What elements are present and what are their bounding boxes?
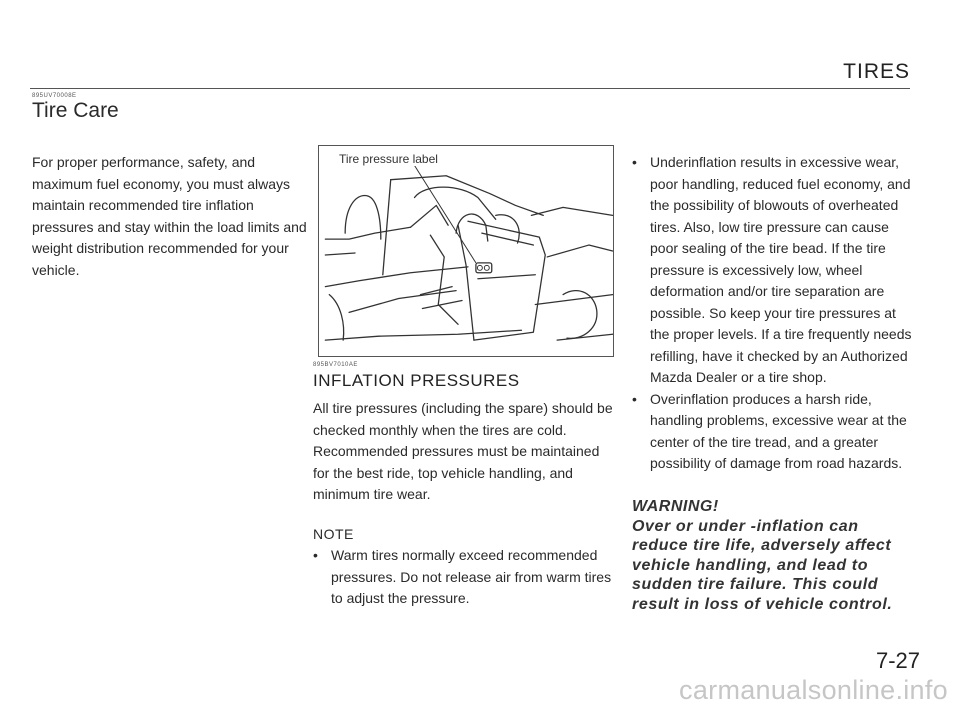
right-column [632,152,915,614]
inflation-paragraph: All tire pressures (including the spare) should be checked monthly when the tires are cold. Recommended pressures must be maintained for the best ride, top vehicle handling, and minimum tire wear. [313,400,613,502]
intro-paragraph: For proper performance, safety, and maximum fuel economy, you must always maintain recommended tire inflation pressures and stay within the load limits and weight distribution recommended for your vehicle. [32,154,307,278]
figure-code: 895BV7010AE [313,362,358,368]
note-list [313,545,619,610]
pressure-bullets [632,152,915,475]
note-title: NOTE [313,525,354,542]
warning-title: WARNING! [632,497,719,515]
car-door-illustration [319,146,613,356]
tire-pressure-figure [318,145,614,357]
inflation-column [313,360,619,610]
warning-text: Over or under -inflation can reduce tire life, adversely affect vehicle handling, and lead to sudden tire failure. This could result in loss of vehicle control. [632,517,893,613]
overinflation-bullet: • Overinflation produces a harsh ride, handling problems, excessive wear at the center of the tire tread, and a greater possibility of damage from road hazards. [632,389,915,475]
watermark: carmanualsonline.info [679,675,948,705]
note-item: • Warm tires normally exceed recommended pressures. Do not release air from warm tires to adjust the pressure. [313,545,619,610]
section-code: 895UV70008E [32,93,77,99]
warning-box [632,497,915,615]
page-heading: Tire Care [32,99,119,122]
page-number: 7-27 [875,648,920,673]
header-rule [30,88,910,89]
underinflation-bullet: • Underinflation results in excessive wear, poor handling, reduced fuel economy, and the possibility of blowouts of overheated tires. Also, low tire pressure can cause poor sealing of the tire bead. If the tire pressure is excessively low, wheel deformation and/or tire separation are possible. So keep your tire pressures at the proper levels. If a tire frequently needs refilling, have it checked by an Authorized Mazda Dealer or a tire shop. [632,152,915,389]
intro-column [32,152,312,281]
figure-label: Tire pressure label [339,152,438,166]
inflation-heading: INFLATION PRESSURES [313,371,520,390]
section-title: TIRES [843,60,910,83]
